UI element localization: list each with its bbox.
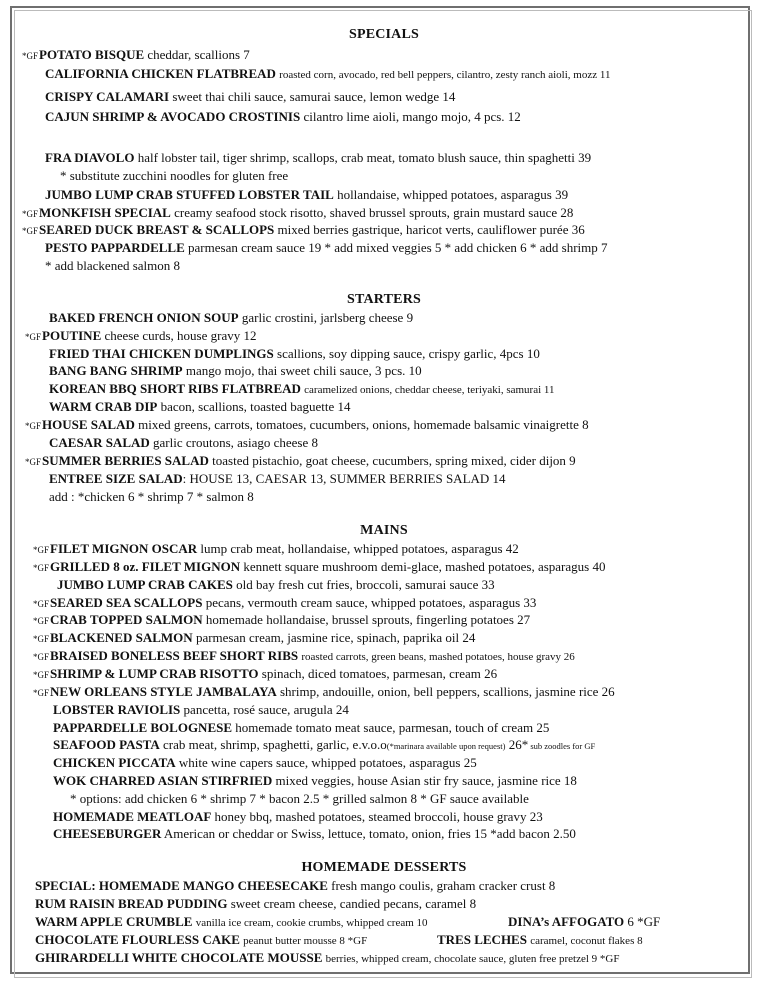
menu-item: WOK CHARRED ASIAN STIRFRIED mixed veggies, house Asian stir fry sauce, jasmine rice 18	[53, 773, 577, 788]
menu-item: LOBSTER RAVIOLIS pancetta, rosé sauce, arugula 24	[53, 702, 349, 717]
menu-item: *GFGRILLED 8 oz. FILET MIGNON kennett square mushroom demi-glace, mashed potatoes, asparagus 40	[33, 559, 606, 574]
dessert-item: SPECIAL: HOMEMADE MANGO CHEESECAKE fresh mango coulis, graham cracker crust 8	[35, 878, 556, 893]
section-title-desserts: HOMEMADE DESSERTS	[301, 860, 467, 875]
section-title-starters: STARTERS	[347, 292, 421, 307]
menu-item: CHICKEN PICCATA white wine capers sauce, whipped potatoes, asparagus 25	[53, 755, 477, 770]
dessert-item: WARM APPLE CRUMBLE vanilla ice cream, cookie crumbs, whipped cream 10	[35, 914, 428, 929]
section-title-specials: SPECIALS	[348, 27, 420, 42]
menu-item: ENTREE SIZE SALAD: HOUSE 13, CAESAR 13, SUMMER BERRIES SALAD 14	[49, 471, 506, 486]
menu-item: HOMEMADE MEATLOAF honey bbq, mashed potatoes, steamed broccoli, house gravy 23	[53, 809, 543, 824]
menu-item: FRA DIAVOLO half lobster tail, tiger shrimp, scallops, crab meat, tomato blush sauce, thin spaghetti 39	[45, 150, 592, 165]
menu-item: BAKED FRENCH ONION SOUP garlic crostini, jarlsberg cheese 9	[49, 310, 414, 325]
menu-item: *GFMONKFISH SPECIAL creamy seafood stock risotto, shaved brussel sprouts, grain mustard sauce 28	[22, 205, 574, 220]
menu-note: * options: add chicken 6 * shrimp 7 * bacon 2.5 * grilled salmon 8 * GF sauce available	[70, 791, 529, 806]
dessert-item: RUM RAISIN BREAD PUDDING sweet cream cheese, candied pecans, caramel 8	[35, 896, 477, 911]
menu-item: WARM CRAB DIP bacon, scallions, toasted baguette 14	[49, 399, 351, 414]
menu-item: CALIFORNIA CHICKEN FLATBREAD roasted corn, avocado, red bell peppers, cilantro, zesty ranch aioli, mozz 11	[45, 66, 611, 81]
menu-item: JUMBO LUMP CRAB STUFFED LOBSTER TAIL hollandaise, whipped potatoes, asparagus 39	[45, 187, 569, 202]
menu-item: *GFHOUSE SALAD mixed greens, carrots, tomatoes, cucumbers, onions, homemade balsamic vinaigrette 8	[25, 417, 589, 432]
dessert-item: TRES LECHES caramel, coconut flakes 8	[437, 932, 643, 947]
dessert-item: DINA’s AFFOGATO 6 *GF	[508, 914, 661, 929]
menu-item: SEAFOOD PASTA crab meat, shrimp, spaghetti, garlic, e.v.o.o(*marinara available upon request) 26* sub zoodles for GF	[53, 737, 596, 752]
menu-item: BANG BANG SHRIMP mango mojo, thai sweet chili sauce, 3 pcs. 10	[49, 363, 422, 378]
menu-item: *GFSUMMER BERRIES SALAD toasted pistachio, goat cheese, cucumbers, spring mixed, cider dijon 9	[25, 453, 576, 468]
menu-item: FRIED THAI CHICKEN DUMPLINGS scallions, soy dipping sauce, crispy garlic, 4pcs 10	[49, 346, 540, 361]
menu-item: *GFFILET MIGNON OSCAR lump crab meat, hollandaise, whipped potatoes, asparagus 42	[33, 541, 519, 556]
dessert-item: GHIRARDELLI WHITE CHOCOLATE MOUSSE berries, whipped cream, chocolate sauce, gluten free pretzel 9 *GF	[35, 950, 620, 965]
menu-item: CAJUN SHRIMP & AVOCADO CROSTINIS cilantro lime aioli, mango mojo, 4 pcs. 12	[45, 109, 521, 124]
menu-item: JUMBO LUMP CRAB CAKES old bay fresh cut fries, broccoli, samurai sauce 33	[57, 577, 495, 592]
section-title-mains: MAINS	[360, 523, 408, 538]
menu-item: *GFPOUTINE cheese curds, house gravy 12	[25, 328, 257, 343]
dessert-item: CHOCOLATE FLOURLESS CAKE peanut butter mousse 8 *GF	[35, 932, 368, 947]
menu-item: *GFNEW ORLEANS STYLE JAMBALAYA shrimp, andouille, onion, bell peppers, scallions, jasmine rice 26	[33, 684, 615, 699]
menu-item: *GFCRAB TOPPED SALMON homemade hollandaise, brussel sprouts, fingerling potatoes 27	[33, 612, 531, 627]
menu-item: KOREAN BBQ SHORT RIBS FLATBREAD caramelized onions, cheddar cheese, teriyaki, samurai 11	[49, 381, 555, 396]
menu-item: *GFBLACKENED SALMON parmesan cream, jasmine rice, spinach, paprika oil 24	[33, 630, 476, 645]
menu-item: *GFSEARED SEA SCALLOPS pecans, vermouth cream sauce, whipped potatoes, asparagus 33	[33, 595, 537, 610]
menu-note: * substitute zucchini noodles for gluten free	[60, 168, 289, 183]
menu-item: *GFSHRIMP & LUMP CRAB RISOTTO spinach, diced tomatoes, parmesan, cream 26	[33, 666, 498, 681]
menu-note: * add blackened salmon 8	[45, 258, 181, 273]
menu-item: CHEESEBURGER American or cheddar or Swiss, lettuce, tomato, onion, fries 15 *add bacon 2.50	[53, 826, 576, 841]
menu-note: add : *chicken 6 * shrimp 7 * salmon 8	[49, 489, 254, 504]
menu-item: *GFSEARED DUCK BREAST & SCALLOPS mixed berries gastrique, haricot verts, cauliflower purée 36	[22, 222, 585, 237]
menu-item: *GFPOTATO BISQUE cheddar, scallions 7	[22, 47, 250, 62]
menu-item: CRISPY CALAMARI sweet thai chili sauce, samurai sauce, lemon wedge 14	[45, 89, 456, 104]
menu-item: PAPPARDELLE BOLOGNESE homemade tomato meat sauce, parmesan, touch of cream 25	[53, 720, 550, 735]
menu-item: CAESAR SALAD garlic croutons, asiago cheese 8	[49, 435, 318, 450]
menu-item: *GFBRAISED BONELESS BEEF SHORT RIBS roasted carrots, green beans, mashed potatoes, house gravy 26	[33, 648, 575, 663]
menu-item: PESTO PAPPARDELLE parmesan cream sauce 19 * add mixed veggies 5 * add chicken 6 * add shrimp 7	[45, 240, 608, 255]
